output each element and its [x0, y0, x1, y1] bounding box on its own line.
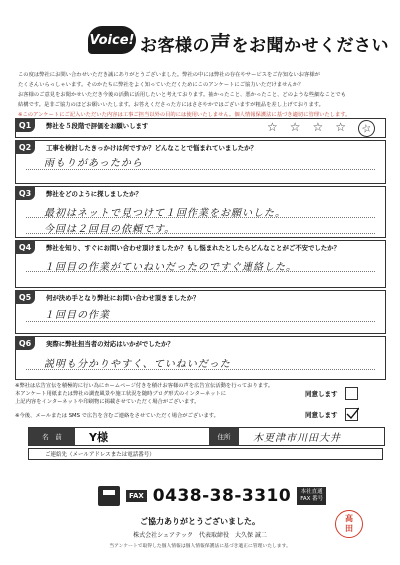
answer-line [26, 169, 375, 170]
question-2 [15, 140, 386, 184]
question-6 [15, 336, 386, 380]
question-label: Q1 [15, 118, 35, 132]
fax-row [98, 484, 326, 508]
question-5 [15, 290, 386, 334]
fax-number: 0438-38-3310 [152, 486, 292, 506]
question-label: Q6 [15, 336, 35, 350]
fax-machine-icon [98, 486, 120, 506]
star-icon-selected[interactable]: ☆ [356, 118, 376, 138]
page-title [140, 28, 389, 58]
name-label: 名 前 [29, 428, 75, 445]
star-icon[interactable]: ☆ [335, 120, 346, 134]
name-address-row [28, 427, 385, 446]
consent-label: 同意します [305, 411, 338, 419]
fax-note-line: FAX 番号 [300, 496, 324, 502]
question-text: 弊社を５段階で評価をお願いします [46, 122, 149, 130]
question-text: 工事を検討したきっかけは何ですか？どんなことで悩まれていましたか？ [46, 144, 257, 152]
intro-line: たくさんいらっしゃいます。そのかたちに弊社をよく知っていただくためにこのアンケートにご協力いただけませんか？ [18, 82, 304, 88]
question-text: 何が決め手となり弊社にお問い合わせ頂きましたか？ [46, 294, 200, 302]
question-text: 弊社をどのように探しましたか？ [46, 190, 142, 198]
title-highlight: 声 [210, 32, 232, 56]
question-text: 弊社を知り、すぐにお問い合わせ頂けましたか？もし悩まれたとしたらどんなことがご不安でしたか？ [46, 244, 340, 252]
question-label: Q3 [15, 186, 35, 200]
consent-line: ※弊社は広告宣伝を積極的に行い為にホームページ付きを積けお客様の声を広告宣伝活動を行っております。 [15, 383, 274, 389]
consent-text: ※今後、メールまたは SMS で広告を含むご連絡をさせていただく場合がございます。 [15, 413, 219, 419]
handwritten-answer: １回目の作業 [44, 310, 110, 321]
consent-text [15, 382, 273, 406]
company-name: 株式会社シェアテック 代表取締役 大久保 誠二 [133, 532, 267, 539]
handwritten-answer: 最初はネットで見つけて１回作業をお願いした。 [44, 208, 286, 219]
question-text: 実際に弊社担当者の対応はいかがでしたか？ [46, 340, 174, 348]
handwritten-answer: 今回は２回目の依頼です。 [44, 224, 176, 235]
star-icon[interactable]: ☆ [289, 120, 301, 134]
handwritten-answer: １回目の作業がていねいだったのですぐ連絡した。 [44, 262, 297, 273]
title-prefix: お客様の [140, 36, 210, 56]
contact-field[interactable]: ご連絡先（メールアドレスまたは電話番号） [28, 448, 383, 460]
star-icon[interactable]: ☆ [266, 120, 278, 134]
consent-line: 上記内容をインターネットや印刷物に掲載させていただく場合がございます。 [15, 399, 200, 405]
address-label: 住所 [209, 428, 239, 445]
intro-line: 結構です。是非ご協力のほどお願いいたします。お答えくださった方にはささやかではございますが粗品を差し上げております。 [18, 102, 324, 108]
answer-line [26, 321, 375, 322]
intro-line: お客様のご意見をお聞かせいただき今後の活動に活用したいと考えております。抽かったこと、悪かったこと、どのような些細なことでも [18, 92, 346, 98]
question-4 [15, 240, 386, 288]
question-label: Q5 [15, 290, 35, 304]
question-label: Q4 [15, 240, 35, 254]
handwritten-answer: 説明も分かりやすく、ていねいだった [44, 359, 231, 370]
name-value[interactable]: Y様 [89, 430, 108, 444]
handwritten-answer: 雨もりがあったから [44, 158, 143, 169]
question-label: Q2 [15, 140, 35, 154]
title-suffix: をお聞かせください [231, 36, 389, 56]
consent-line: 本アンケート用紙または弊社の調査風景や施工状況を随時ブログ形式のインターネットに [15, 391, 227, 397]
hanko-stamp [335, 510, 363, 538]
intro-notice: ※このアンケートにご記入いただいた内容は工事ご担当以外の目的には使用いたしません。個人情報保護法に基づき適切に管理いたします。 [18, 112, 351, 118]
star-icon[interactable]: ☆ [312, 120, 324, 134]
thanks-text: ご協力ありがとうございました。 [140, 517, 260, 526]
fax-label: FAX [126, 490, 147, 502]
fax-note [297, 487, 326, 505]
consent-checkbox-checked[interactable] [345, 408, 358, 421]
consent-checkbox[interactable] [345, 387, 358, 400]
address-value[interactable]: 木更津市川田大井 [253, 433, 341, 444]
stamp-char: 高 [345, 514, 353, 523]
question-3 [15, 186, 386, 238]
intro-line: この度は弊社にお問い合わせいただき誠にありがとうございました。弊社の中には弊社の存在やサービスをご存知ないお客様が [18, 72, 320, 78]
question-1 [15, 118, 386, 138]
intro-text [18, 70, 386, 120]
rating-stars[interactable] [267, 120, 375, 137]
check-icon [346, 407, 359, 420]
fax-note-line: 本社直通 [300, 489, 323, 495]
footer-note: 当アンケートで取得した個人情報は個人情報保護法に基づき適正に管理いたします。 [109, 544, 291, 549]
consent-label: 同意します [305, 390, 338, 398]
voice-badge: Voice! [88, 26, 136, 54]
stamp-char: 田 [345, 524, 353, 533]
